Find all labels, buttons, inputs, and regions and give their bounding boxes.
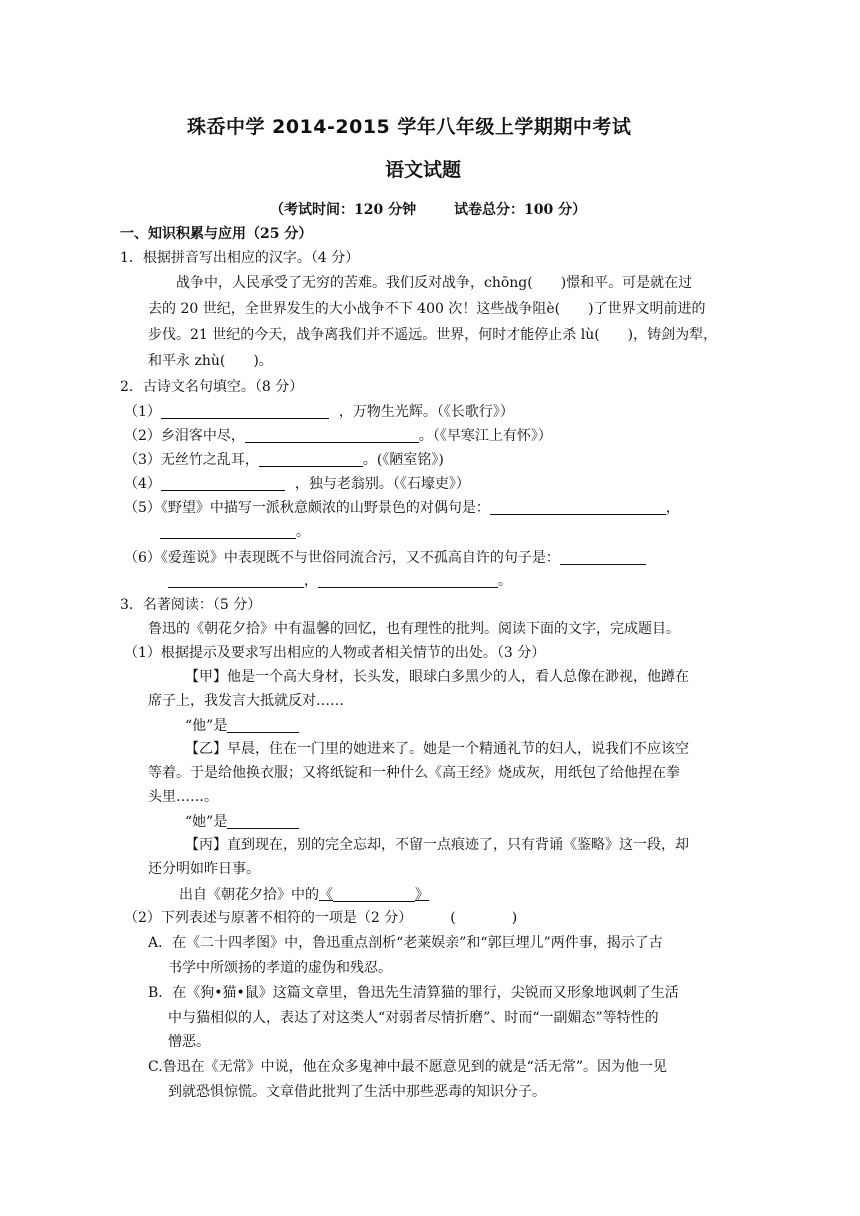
item-number: （1） — [124, 404, 161, 420]
option-c-line: 到就恐惧惊慌。文章借此批判了生活中那些恶毒的知识分子。 — [168, 1084, 546, 1100]
poem-item-2 — [124, 428, 552, 443]
item-text: ， — [304, 573, 318, 589]
item-text: 。 — [498, 573, 512, 589]
answer-blank[interactable] — [161, 476, 285, 491]
excerpt-yi-line: 头里……。 — [148, 789, 218, 805]
answer-blank[interactable] — [227, 814, 299, 829]
item-text: ，万物生光辉。（《长歌行》） — [338, 404, 514, 420]
item-text: ，独与老翁别。（《石壕吏》） — [294, 476, 470, 492]
excerpt-yi-line: 【乙】早晨，住在一门里的她进来了。她是一个精通礼节的妇人，说我们不应该空 — [185, 741, 689, 757]
question-3-stem: 3．名著阅读：（5 分） — [120, 597, 262, 613]
option-a-line: A．在《二十四孝图》中，鲁迅重点剖析“老莱娱亲”和“郭巨埋儿”两件事，揭示了古 — [148, 935, 663, 951]
item-number: （3） — [124, 452, 161, 468]
exam-subtitle: 语文试题 — [385, 159, 462, 181]
exam-total-score: 试卷总分：100 分） — [454, 202, 587, 218]
option-c-line: C.鲁迅在《无常》中说，他在众多鬼神中最不愿意见到的就是“活无常”。因为他一见 — [148, 1059, 667, 1075]
answer-he-is — [185, 718, 299, 733]
item-text: 。(《陋室铭》) — [362, 452, 444, 468]
poem-item-5 — [124, 500, 680, 515]
poem-item-6 — [124, 550, 646, 565]
answer-blank[interactable] — [161, 404, 329, 419]
question-1-passage-line: 和平永 zhù( )。 — [148, 353, 273, 369]
essay-title-close: 》 — [415, 887, 429, 903]
prompt-text: “他”是 — [185, 718, 228, 734]
answer-blank[interactable] — [160, 524, 296, 539]
question-1-stem: 1．根据拼音写出相应的汉字。（4 分） — [120, 250, 360, 266]
answer-blank[interactable] — [333, 887, 415, 902]
poem-item-4 — [124, 476, 470, 491]
option-b-line: 中与猫相似的人，表达了对这类人“对弱者尽情折磨”、时而“一副媚态”等特性的 — [168, 1010, 659, 1026]
answer-blank[interactable] — [259, 452, 363, 467]
poem-item-6-line2 — [168, 573, 512, 588]
question-2-stem: 2．古诗文名句填空。（8 分） — [120, 379, 304, 395]
answer-blank[interactable] — [245, 428, 419, 443]
question-3-part-1: （1）根据提示及要求写出相应的人物或者相关情节的出处。（3 分） — [124, 645, 546, 661]
section-heading: 一、知识积累与应用（25 分） — [120, 226, 313, 242]
answer-source-essay — [179, 887, 429, 902]
prompt-text: “她”是 — [185, 814, 228, 830]
item-text: 《野望》中描写一派秋意颇浓的山野景色的对偶句是： — [160, 500, 490, 516]
excerpt-bing-line: 【丙】直到现在，别的完全忘却，不留一点痕迹了，只有背诵《鉴略》这一段，却 — [185, 837, 689, 853]
item-text: 。（《早寒江上有怀》） — [418, 428, 552, 444]
excerpt-yi-line: 等着。于是给他换衣服；又将纸锭和一种什么《高王经》烧成灰，用纸包了给他捏在拳 — [148, 765, 680, 781]
item-number: （4） — [124, 476, 161, 492]
excerpt-jia-line: 席子上，我发言大抵就反对…… — [148, 693, 344, 709]
item-text: 无丝竹之乱耳， — [160, 452, 259, 468]
item-number: （6） — [124, 550, 161, 566]
poem-item-1 — [124, 404, 514, 419]
option-a-line: 书学中所颂扬的孝道的虚伪和残忍。 — [168, 960, 392, 976]
essay-title-open: 《 — [319, 887, 333, 903]
answer-blank[interactable] — [490, 500, 666, 515]
poem-item-5-line2 — [160, 524, 310, 539]
option-b-line: B．在《狗•猫•鼠》这篇文章里，鲁迅先生清算猫的罪行，尖锐而又形象地讽刺了生活 — [148, 985, 679, 1001]
answer-parentheses[interactable]: ( ) — [450, 910, 518, 926]
prompt-text: 出自《朝花夕拾》中的 — [179, 887, 319, 903]
question-3-part-2 — [124, 911, 517, 925]
answer-blank[interactable] — [227, 718, 299, 733]
exam-title: 珠岙中学 2014-2015 学年八年级上学期期中考试 — [187, 116, 632, 138]
question-1-passage-line: 去的 20 世纪，全世界发生的大小战争不下 400 次！这些战争阻è( )了世界文明前进的 — [148, 301, 706, 317]
item-text: ， — [665, 500, 680, 516]
item-number: （2） — [124, 428, 161, 444]
question-1-passage-line: 战争中，人民承受了无穷的苦难。我们反对战争，chōng( )憬和平。可是就在过 — [176, 275, 693, 291]
item-text: 。 — [296, 524, 310, 540]
prompt-text: （2）下列表述与原著不相符的一项是（2 分） — [124, 910, 413, 926]
answer-she-is — [185, 814, 299, 829]
item-number: （5） — [124, 500, 161, 516]
excerpt-jia-line: 【甲】他是一个高大身材，长头发，眼球白多黑少的人，看人总像在渺视，他蹲在 — [185, 669, 689, 685]
question-3-intro: 鲁迅的《朝花夕拾》中有温馨的回忆，也有理性的批判。阅读下面的文字，完成题目。 — [148, 621, 680, 637]
poem-item-3 — [124, 452, 444, 467]
exam-time: （考试时间：120 分钟 — [270, 202, 417, 218]
answer-blank[interactable] — [318, 573, 498, 588]
answer-blank[interactable] — [168, 573, 304, 588]
excerpt-bing-line: 还分明如昨日事。 — [148, 861, 260, 877]
item-text: 乡泪客中尽， — [160, 428, 245, 444]
answer-blank[interactable] — [560, 550, 646, 565]
item-text: 《爱莲说》中表现既不与世俗同流合污，又不孤高自许的句子是： — [160, 550, 560, 566]
question-1-passage-line: 步伐。21 世纪的今天，战争离我们并不遥远。世界，何时才能停止杀 lù( )，铸剑为犁， — [148, 327, 718, 343]
option-b-line: 憎恶。 — [168, 1034, 210, 1050]
